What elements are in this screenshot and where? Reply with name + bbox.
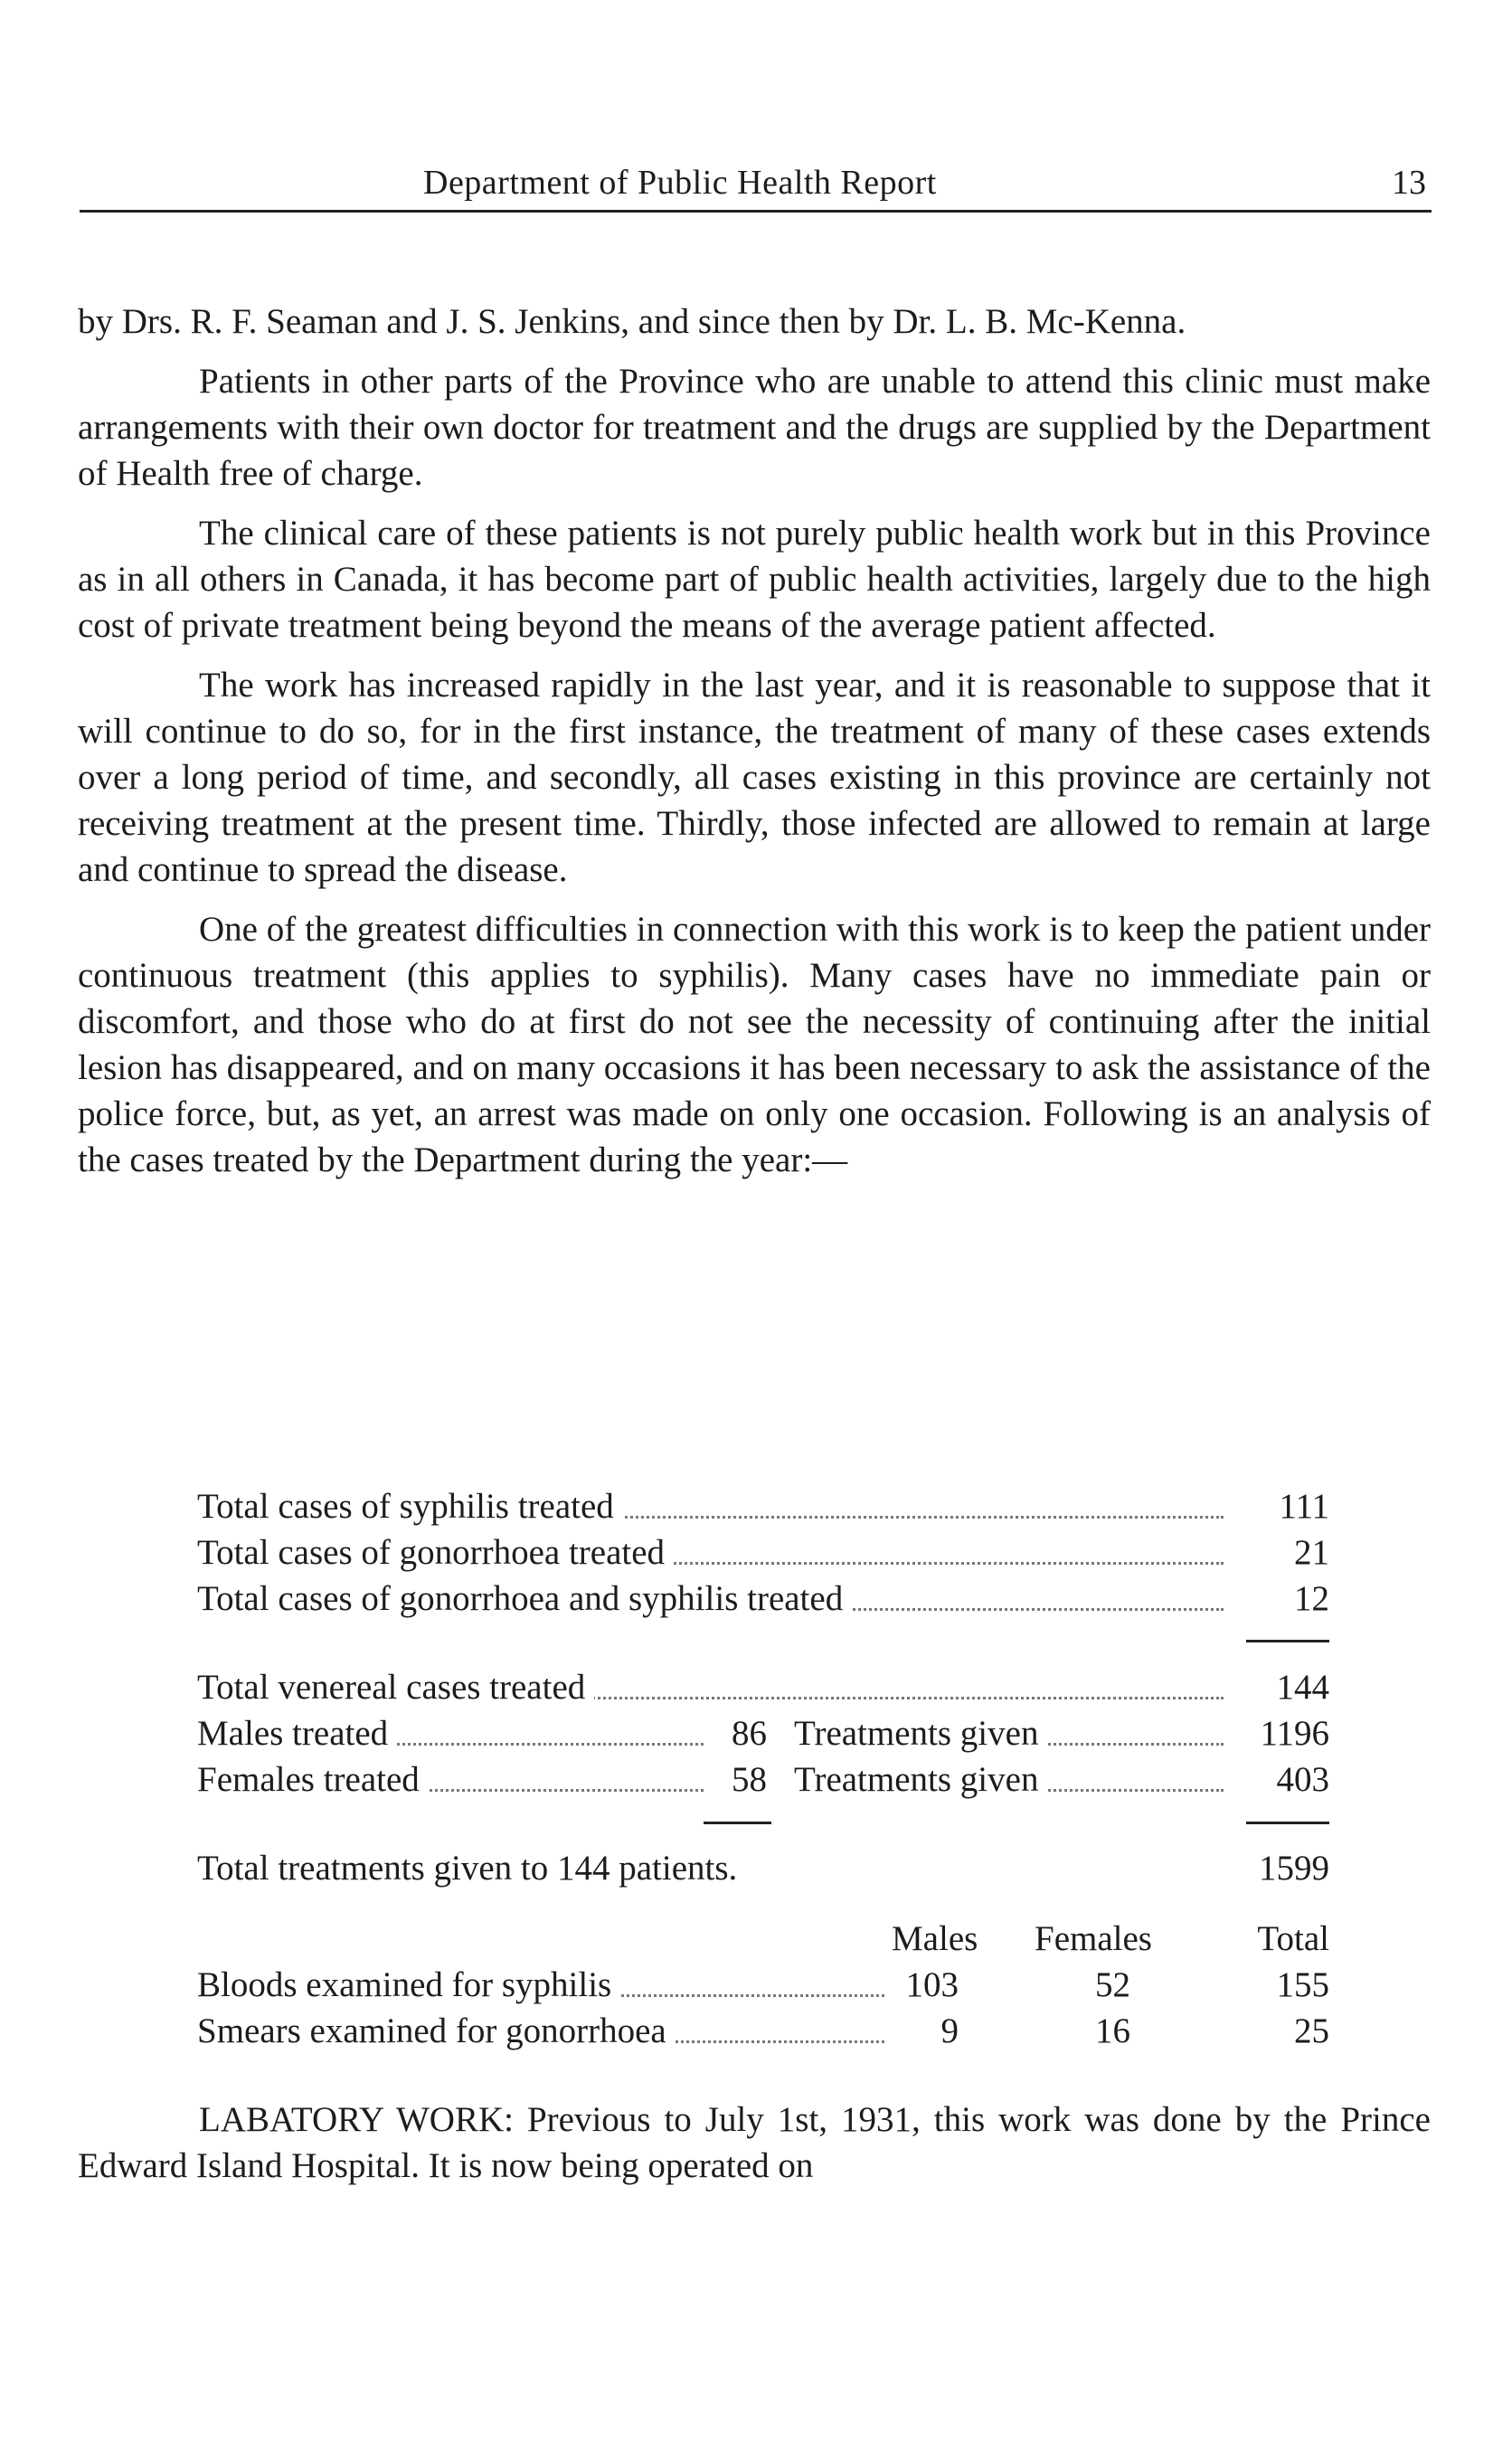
cases-value: 12	[1294, 1579, 1329, 1618]
cases-value: 21	[1294, 1533, 1329, 1572]
lab-row-label: Bloods examined for syphilis	[197, 1962, 620, 2008]
column-header: Males	[892, 1919, 978, 1958]
paragraph: The clinical care of these patients is not purely public health work but in this Province as in all others in Canada, it has become part of public health activities, largely due to the high cost of private treatment being beyond the means of the average patient affected.	[78, 514, 1431, 645]
paragraph: Patients in other parts of the Province who are unable to attend this clinic must make arrangements with their own doctor for treatment and the drugs are supplied by the Department of Health free of charge.	[78, 362, 1431, 493]
cases-summary	[197, 1483, 1329, 1622]
column-header: Total	[1257, 1919, 1329, 1958]
total-treatments-row	[197, 1845, 1329, 1891]
total-venereal-value: 144	[1276, 1668, 1329, 1707]
lab-table	[197, 1916, 1329, 2054]
sex-row	[197, 1756, 1329, 1803]
header-title: Department of Public Health Report	[423, 164, 937, 202]
cases-row	[197, 1576, 1329, 1622]
column-header: Females	[1035, 1919, 1152, 1958]
cases-label: Total cases of gonorrhoea and syphilis treated	[197, 1576, 852, 1622]
treatments-label: Treatments given	[794, 1710, 1047, 1756]
total-treatments-label: Total treatments given to 144 patients.	[197, 1849, 738, 1888]
lab-table-row	[197, 1962, 1329, 2008]
sum-rule	[1246, 1640, 1329, 1642]
lab-table-row	[197, 2008, 1329, 2054]
sex-value: 86	[732, 1714, 767, 1753]
paragraph: One of the greatest difficulties in connection with this work is to keep the patient under continuous treatment (this applies to syphilis). Many cases have no immediate pain or discomfort, and those who do at first do not see the necessity of continuing after the initial lesion has disappeared, and on many occasions it has been necessary to ask the assistance of the police force, but, as yet, an arrest was made on only one occasion. Following is an analysis of the cases treated by the Department during the year:—	[78, 910, 1431, 1179]
paragraph-continuation: by Drs. R. F. Seaman and J. S. Jenkins, and since then by Dr. L. B. Mc-Kenna.	[78, 302, 1186, 341]
total-value: 155	[1276, 1965, 1329, 2004]
sex-row	[197, 1710, 1329, 1756]
total-venereal-label: Total venereal cases treated	[197, 1664, 594, 1710]
cases-row	[197, 1529, 1329, 1576]
cases-value: 111	[1279, 1487, 1329, 1526]
males-value: 9	[940, 2011, 959, 2050]
females-value: 16	[1095, 2011, 1130, 2050]
sum-rule	[704, 1822, 771, 1824]
closing-paragraph: LABATORY WORK: Previous to July 1st, 1931, this work was done by the Prince Edward Island Hospital. It is now being operated on	[78, 2100, 1431, 2185]
males-value: 103	[905, 1965, 959, 2004]
treatments-value: 1196	[1260, 1714, 1329, 1753]
sum-rule	[1246, 1822, 1329, 1824]
females-value: 52	[1095, 1965, 1130, 2004]
paragraph: The work has increased rapidly in the last year, and it is reasonable to suppose that it will continue to do so, for in the first instance, the treatment of many of these cases extends over a long period of time, and secondly, all cases existing in this province are certainly not receiving treatment at the present time. Thirdly, those infected are allowed to remain at large and continue to spread the disease.	[78, 666, 1431, 889]
total-treatments-value: 1599	[1259, 1849, 1329, 1888]
treatments-label: Treatments given	[794, 1756, 1047, 1803]
page-header	[80, 154, 1432, 213]
cases-label: Total cases of syphilis treated	[197, 1483, 623, 1529]
body-text-lower	[78, 2097, 1431, 2189]
total-venereal-row	[197, 1664, 1329, 1710]
sex-label: Males treated	[197, 1710, 397, 1756]
total-value: 25	[1294, 2011, 1329, 2050]
treatments-summary	[197, 1845, 1329, 1891]
venereal-summary	[197, 1664, 1329, 1803]
body-text-upper	[78, 298, 1431, 1183]
cases-row	[197, 1483, 1329, 1529]
sex-value: 58	[732, 1760, 767, 1799]
page-number: 13	[1392, 164, 1426, 202]
sex-label: Females treated	[197, 1756, 429, 1803]
lab-table-header	[197, 1916, 1329, 1962]
cases-label: Total cases of gonorrhoea treated	[197, 1529, 674, 1576]
treatments-value: 403	[1276, 1760, 1329, 1799]
lab-row-label: Smears examined for gonorrhoea	[197, 2008, 676, 2054]
